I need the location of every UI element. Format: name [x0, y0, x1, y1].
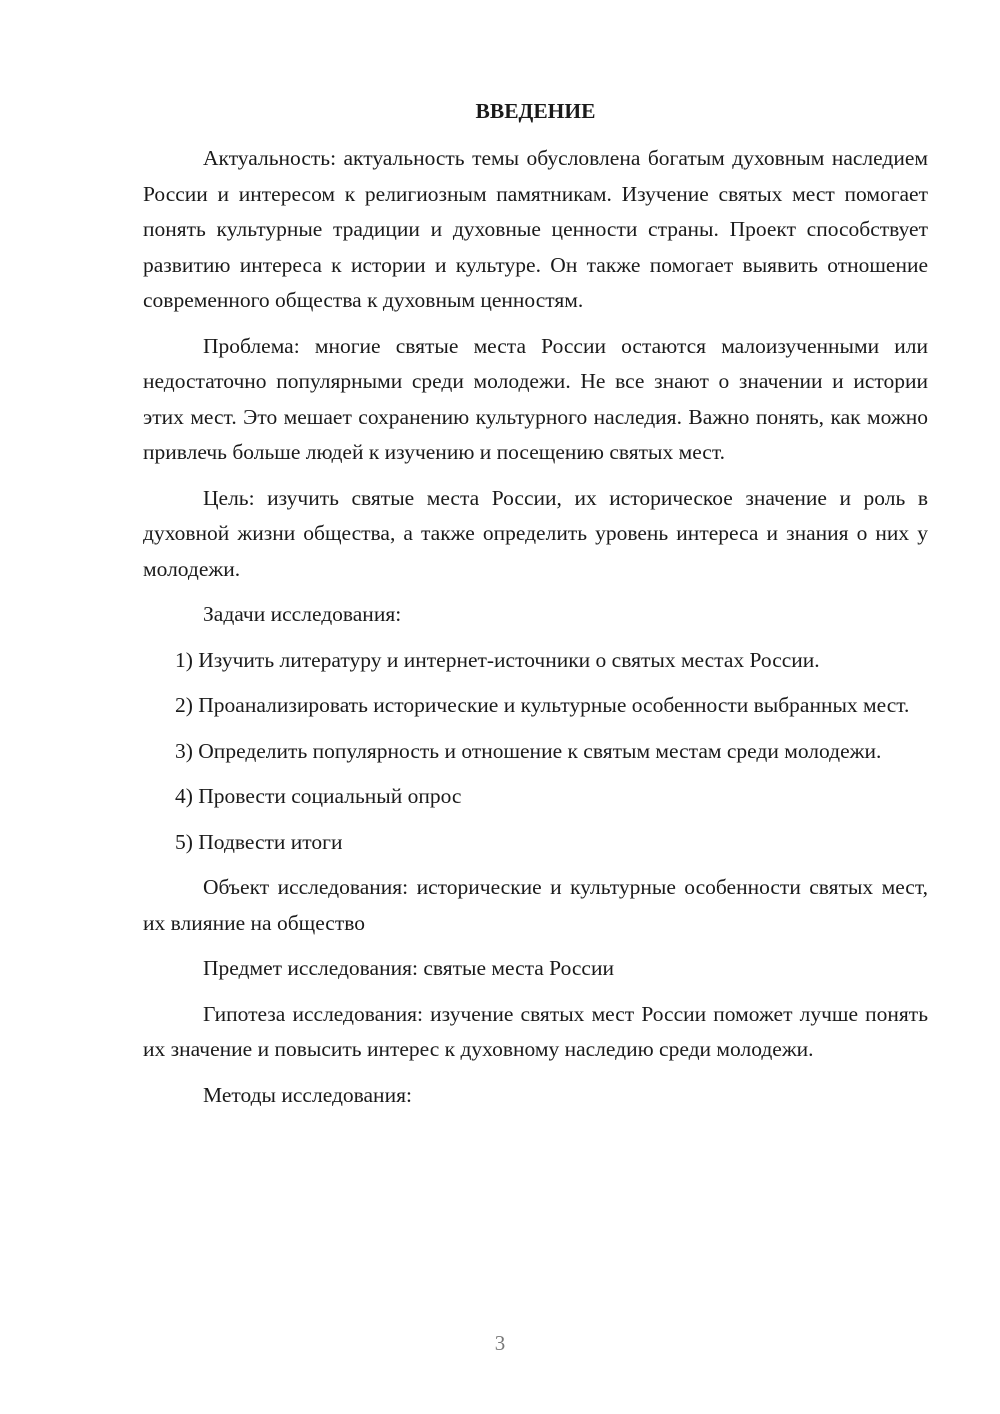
task-item: 2) Проанализировать исторические и культурные особенности выбранных мест.: [175, 693, 910, 717]
methods-heading: Методы исследования:: [203, 1082, 412, 1107]
task-item: 3) Определить популярность и отношение к святым местам среди молодежи.: [175, 738, 882, 763]
document-page: [143, 96, 928, 1123]
problem-paragraph: Проблема: многие святые места России остаются малоизученными или недостаточно популярными среди молодежи. Не все знают о значении и истории этих мест. Это мешает сохранению культурного наследия. Важно понять, как можно привлечь больше людей к изучению и посещению святых мест.: [143, 333, 928, 464]
tasks-heading: Задачи исследования:: [203, 602, 402, 626]
relevance-paragraph: Актуальность: актуальность темы обусловлена богатым духовным наследием России и интересом к религиозным памятникам. Изучение святых мест помогает понять культурные традиции и духовные ценности страны. Проект способствует развитию интереса к истории и культуре. Он также помогает выявить отношение современного общества к духовным ценностям.: [143, 146, 928, 312]
hypothesis-paragraph: Гипотеза исследования: изучение святых мест России поможет лучше понять их значение и повысить интерес к духовному наследию среди молодежи.: [143, 1001, 928, 1061]
task-item: 1) Изучить литературу и интернет-источники о святых местах России.: [175, 647, 820, 672]
task-item: 4) Провести социальный опрос: [175, 784, 462, 808]
page-title: ВВЕДЕНИЕ: [475, 99, 596, 123]
subject-paragraph: Предмет исследования: святые места России: [203, 956, 614, 980]
goal-paragraph: Цель: изучить святые места России, их историческое значение и роль в духовной жизни общества, а также определить уровень интереса и знания о них у молодежи.: [143, 485, 928, 581]
task-item: 5) Подвести итоги: [175, 829, 343, 854]
page-number: 3: [494, 1331, 506, 1355]
object-paragraph: Объект исследования: исторические и культурные особенности святых мест, их влияние на общество: [143, 875, 928, 935]
